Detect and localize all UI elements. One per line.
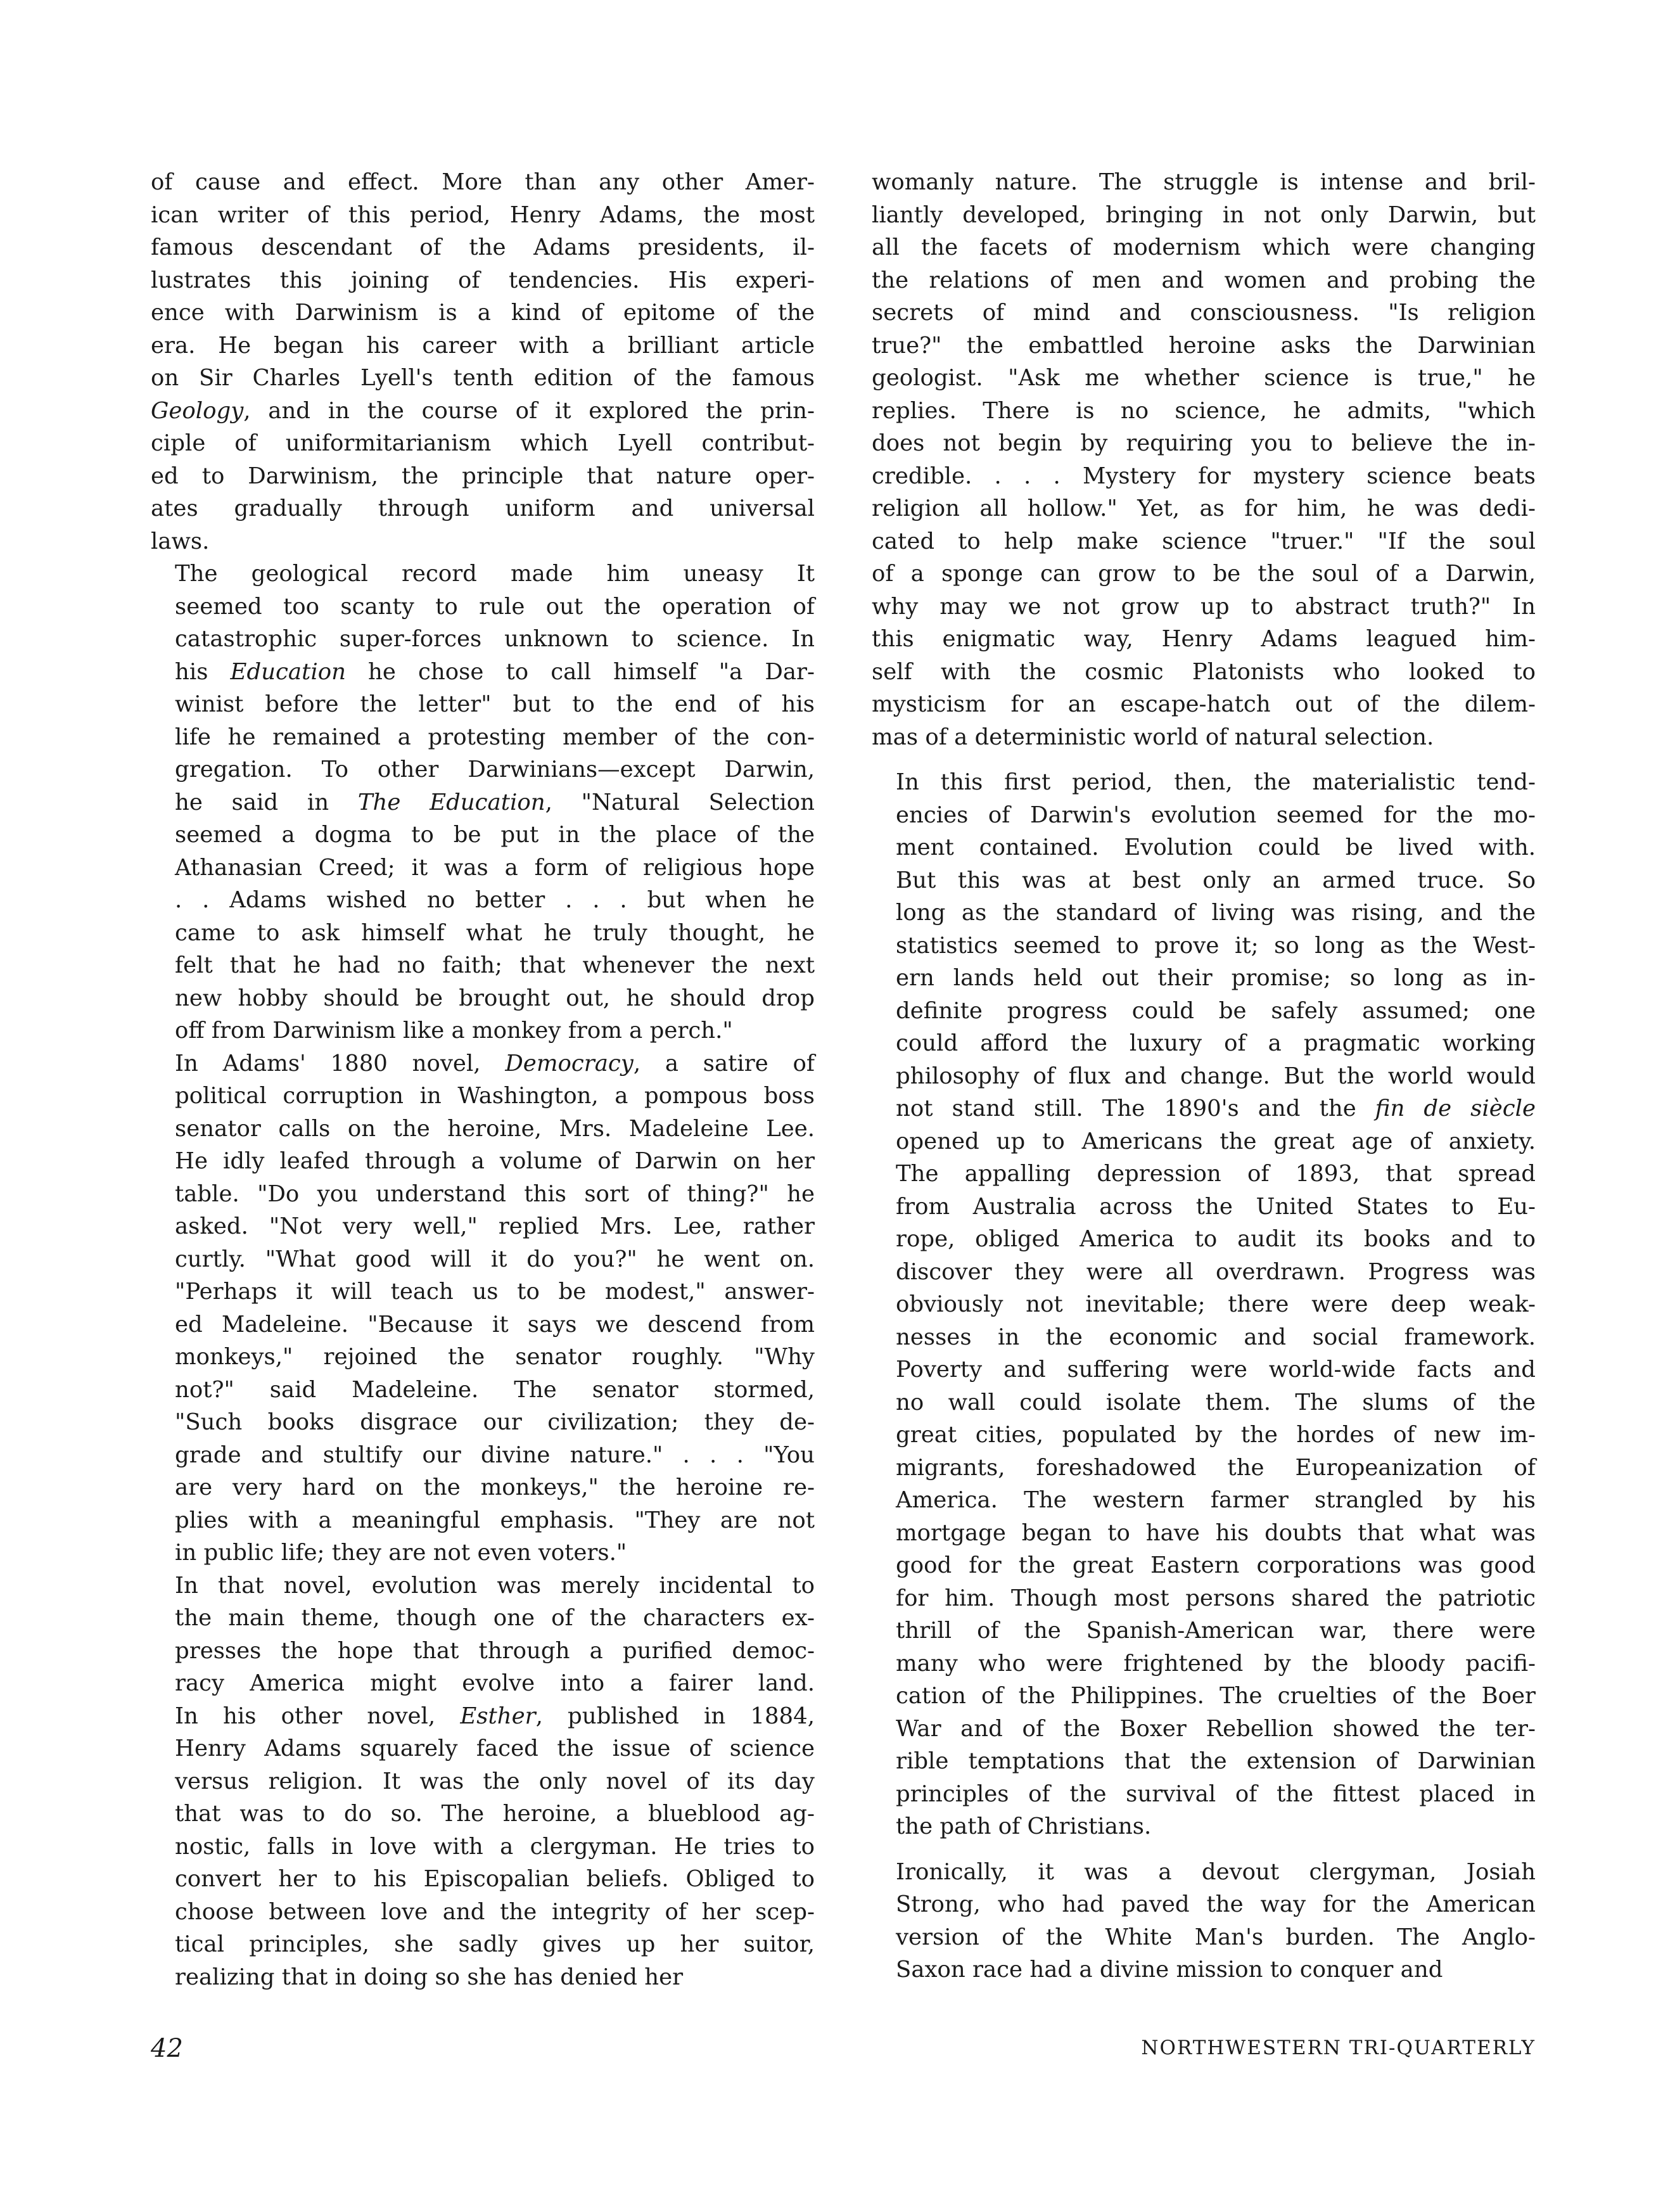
- text-line: rible temptations that the extension of Darwinian: [896, 1748, 1536, 1774]
- text-line: migrants, foreshadowed the Europeanization of: [896, 1454, 1536, 1481]
- text-line: the path of Christians.: [896, 1813, 1152, 1839]
- text-line: mas of a deterministic world of natural selection.: [872, 724, 1434, 750]
- text-line: that was to do so. The heroine, a blueblood ag-: [175, 1801, 815, 1827]
- text-line: life he remained a protesting member of the con-: [175, 724, 815, 750]
- text-line: thrill of the Spanish-American war, there were: [896, 1618, 1536, 1644]
- text-line: curtly. "What good will it do you?" he went on.: [175, 1246, 815, 1272]
- text-line: statistics seemed to prove it; so long as the West-: [896, 932, 1536, 959]
- text-line: does not begin by requiring you to believe the in-: [872, 430, 1536, 456]
- text-line: the main theme, though one of the characters ex-: [175, 1605, 815, 1631]
- text-line: ican writer of this period, Henry Adams, the most: [151, 201, 815, 228]
- text-line: many who were frightened by the bloody pacifi-: [896, 1650, 1536, 1677]
- text-line: seemed a dogma to be put in the place of the: [175, 822, 815, 848]
- text-line: "Perhaps it will teach us to be modest," answer-: [175, 1279, 815, 1305]
- text-line: secrets of mind and consciousness. "Is religion: [872, 300, 1536, 326]
- text-line: philosophy of flux and change. But the world would: [896, 1063, 1536, 1089]
- text-line: Poverty and suffering were world-wide facts and: [896, 1357, 1536, 1383]
- text-line: lustrates this joining of tendencies. His experi-: [151, 267, 815, 293]
- text-line: ed Madeleine. "Because it says we descend from: [175, 1311, 815, 1338]
- text-line: The appalling depression of 1893, that spread: [896, 1161, 1536, 1187]
- text-line: monkeys," rejoined the senator roughly. "Why: [175, 1344, 815, 1370]
- text-line: mortgage began to have his doubts that what was: [896, 1519, 1536, 1546]
- text-line: cated to help make science "truer." "If the soul: [872, 528, 1536, 554]
- text-line: great cities, populated by the hordes of new im-: [896, 1422, 1536, 1448]
- journal-running-footer: NORTHWESTERN TRI-QUARTERLY: [1141, 2036, 1536, 2059]
- text-line: encies of Darwin's evolution seemed for the mo-: [896, 802, 1536, 828]
- text-line: this enigmatic way, Henry Adams leagued him-: [872, 626, 1536, 652]
- text-line: "Such books disgrace our civilization; they de-: [175, 1409, 815, 1435]
- text-line: War and of the Boxer Rebellion showed the ter-: [896, 1715, 1536, 1742]
- text-line: ment contained. Evolution could be lived with.: [896, 834, 1536, 860]
- text-line: cation of the Philippines. The cruelties of the Boer: [896, 1683, 1536, 1709]
- text-line: ed to Darwinism, the principle that nature oper-: [151, 463, 815, 489]
- text-line: he said in The Education, "Natural Selection: [175, 789, 815, 815]
- left-column: [151, 166, 815, 1993]
- text-line: asked. "Not very well," replied Mrs. Lee, rather: [175, 1213, 815, 1239]
- text-line: catastrophic super-forces unknown to science. In: [175, 626, 815, 652]
- text-line: self with the cosmic Platonists who looked to: [872, 658, 1536, 685]
- text-line: racy America might evolve into a fairer land.: [175, 1670, 815, 1696]
- text-line: laws.: [151, 528, 210, 554]
- text-line: from Australia across the United States to Eu-: [896, 1193, 1536, 1220]
- text-line: in public life; they are not even voters.": [175, 1540, 627, 1566]
- text-line: tical principles, she sadly gives up her suitor,: [175, 1931, 815, 1957]
- text-line: In this first period, then, the materialistic tend-: [896, 769, 1536, 795]
- text-line: realizing that in doing so she has denied her: [175, 1964, 684, 1990]
- left-column-paragraph: [151, 166, 815, 558]
- left-column-paragraph: [151, 1047, 815, 1569]
- text-line: table. "Do you understand this sort of thing?" he: [175, 1180, 815, 1207]
- text-line: In his other novel, Esther, published in 1884,: [175, 1703, 815, 1729]
- text-line: Athanasian Creed; it was a form of religious hope: [175, 854, 815, 881]
- text-line: ern lands held out their promise; so long as in-: [896, 965, 1536, 991]
- right-column-paragraph: [872, 1856, 1536, 1986]
- text-line: definite progress could be safely assumed; one: [896, 997, 1536, 1024]
- text-line: . . Adams wished no better . . . but when he: [175, 887, 815, 913]
- text-line: famous descendant of the Adams presidents, il-: [151, 234, 815, 260]
- text-line: political corruption in Washington, a pompous boss: [175, 1083, 815, 1109]
- text-line: of cause and effect. More than any other Amer-: [151, 169, 815, 195]
- text-line: In that novel, evolution was merely incidental to: [175, 1572, 815, 1599]
- text-line: obviously not inevitable; there were deep weak-: [896, 1291, 1536, 1317]
- text-line: womanly nature. The struggle is intense and bril-: [872, 169, 1536, 195]
- text-line: He idly leafed through a volume of Darwin on her: [175, 1148, 815, 1174]
- text-line: rope, obliged America to audit its books and to: [896, 1226, 1536, 1252]
- text-line: long as the standard of living was rising, and the: [896, 900, 1536, 926]
- right-column-paragraph: [872, 166, 1536, 753]
- text-line: America. The western farmer strangled by his: [896, 1487, 1536, 1513]
- text-line: his Education he chose to call himself "a Dar-: [175, 658, 815, 685]
- text-line: liantly developed, bringing in not only Darwin, but: [872, 201, 1536, 228]
- text-line: came to ask himself what he truly thought, he: [175, 919, 815, 946]
- text-line: the relations of men and women and probing the: [872, 267, 1536, 293]
- text-line: on Sir Charles Lyell's tenth edition of the famous: [151, 365, 815, 391]
- text-line: version of the White Man's burden. The Anglo-: [896, 1924, 1536, 1950]
- text-line: winist before the letter" but to the end of his: [175, 691, 815, 717]
- text-line: not?" said Madeleine. The senator stormed,: [175, 1376, 815, 1403]
- left-column-paragraph: [151, 1569, 815, 1994]
- text-line: grade and stultify our divine nature." . . . "You: [175, 1442, 815, 1468]
- text-line: geologist. "Ask me whether science is true," he: [872, 365, 1536, 391]
- text-line: religion all hollow." Yet, as for him, he was dedi-: [872, 495, 1536, 521]
- text-line: of a sponge can grow to be the soul of a Darwin,: [872, 561, 1536, 587]
- text-line: nostic, falls in love with a clergyman. He tries to: [175, 1833, 815, 1860]
- text-line: credible. . . . Mystery for mystery science beats: [872, 463, 1536, 489]
- text-line: off from Darwinism like a monkey from a perch.": [175, 1018, 733, 1044]
- text-line: Ironically, it was a devout clergyman, Josiah: [896, 1858, 1536, 1885]
- text-line: seemed too scanty to rule out the operation of: [175, 593, 815, 620]
- left-column-paragraph: [151, 558, 815, 1047]
- text-line: choose between love and the integrity of her scep-: [175, 1898, 815, 1925]
- text-line: senator calls on the heroine, Mrs. Madeleine Lee.: [175, 1115, 815, 1142]
- text-line: convert her to his Episcopalian beliefs. Obliged to: [175, 1866, 815, 1892]
- text-line: Geology, and in the course of it explored the prin-: [151, 397, 815, 424]
- text-line: Strong, who had paved the way for the American: [896, 1891, 1536, 1917]
- text-line: replies. There is no science, he admits, "which: [872, 397, 1536, 424]
- text-line: could afford the luxury of a pragmatic working: [896, 1030, 1536, 1056]
- text-line: gregation. To other Darwinians—except Darwin,: [175, 757, 815, 783]
- text-line: era. He began his career with a brilliant article: [151, 332, 815, 359]
- text-line: ence with Darwinism is a kind of epitome of the: [151, 300, 815, 326]
- text-line: why may we not grow up to abstract truth?" In: [872, 593, 1536, 620]
- text-line: ates gradually through uniform and universal: [151, 495, 815, 521]
- text-line: presses the hope that through a purified democ-: [175, 1637, 815, 1664]
- text-line: not stand still. The 1890's and the fin de siècle: [896, 1096, 1536, 1122]
- text-line: principles of the survival of the fittest placed in: [896, 1780, 1536, 1807]
- text-line: The geological record made him uneasy It: [175, 561, 815, 587]
- text-line: opened up to Americans the great age of anxiety.: [896, 1128, 1536, 1154]
- text-line: nesses in the economic and social framework.: [896, 1324, 1536, 1350]
- text-line: no wall could isolate them. The slums of the: [896, 1389, 1536, 1416]
- text-line: all the facets of modernism which were changing: [872, 234, 1536, 260]
- text-line: felt that he had no faith; that whenever the next: [175, 952, 815, 978]
- text-line: are very hard on the monkeys," the heroine re-: [175, 1474, 815, 1500]
- right-column: [872, 166, 1536, 1986]
- text-line: new hobby should be brought out, he should drop: [175, 985, 815, 1011]
- text-line: true?" the embattled heroine asks the Darwinian: [872, 332, 1536, 359]
- text-line: for him. Though most persons shared the patriotic: [896, 1585, 1536, 1611]
- text-line: In Adams' 1880 novel, Democracy, a satire of: [175, 1050, 815, 1077]
- text-line: mysticism for an escape-hatch out of the dilem-: [872, 691, 1536, 717]
- text-line: plies with a meaningful emphasis. "They are not: [175, 1507, 815, 1533]
- text-line: Henry Adams squarely faced the issue of science: [175, 1736, 815, 1761]
- text-line: versus religion. It was the only novel of its day: [175, 1768, 815, 1794]
- text-line: ciple of uniformitarianism which Lyell contribut-: [151, 430, 815, 456]
- text-line: But this was at best only an armed truce. So: [896, 867, 1536, 893]
- text-line: good for the great Eastern corporations was good: [896, 1552, 1536, 1578]
- page-number: 42: [151, 2034, 183, 2063]
- text-line: Saxon race had a divine mission to conquer and: [896, 1957, 1443, 1983]
- text-line: discover they were all overdrawn. Progress was: [896, 1258, 1536, 1285]
- right-column-paragraph: [872, 766, 1536, 1843]
